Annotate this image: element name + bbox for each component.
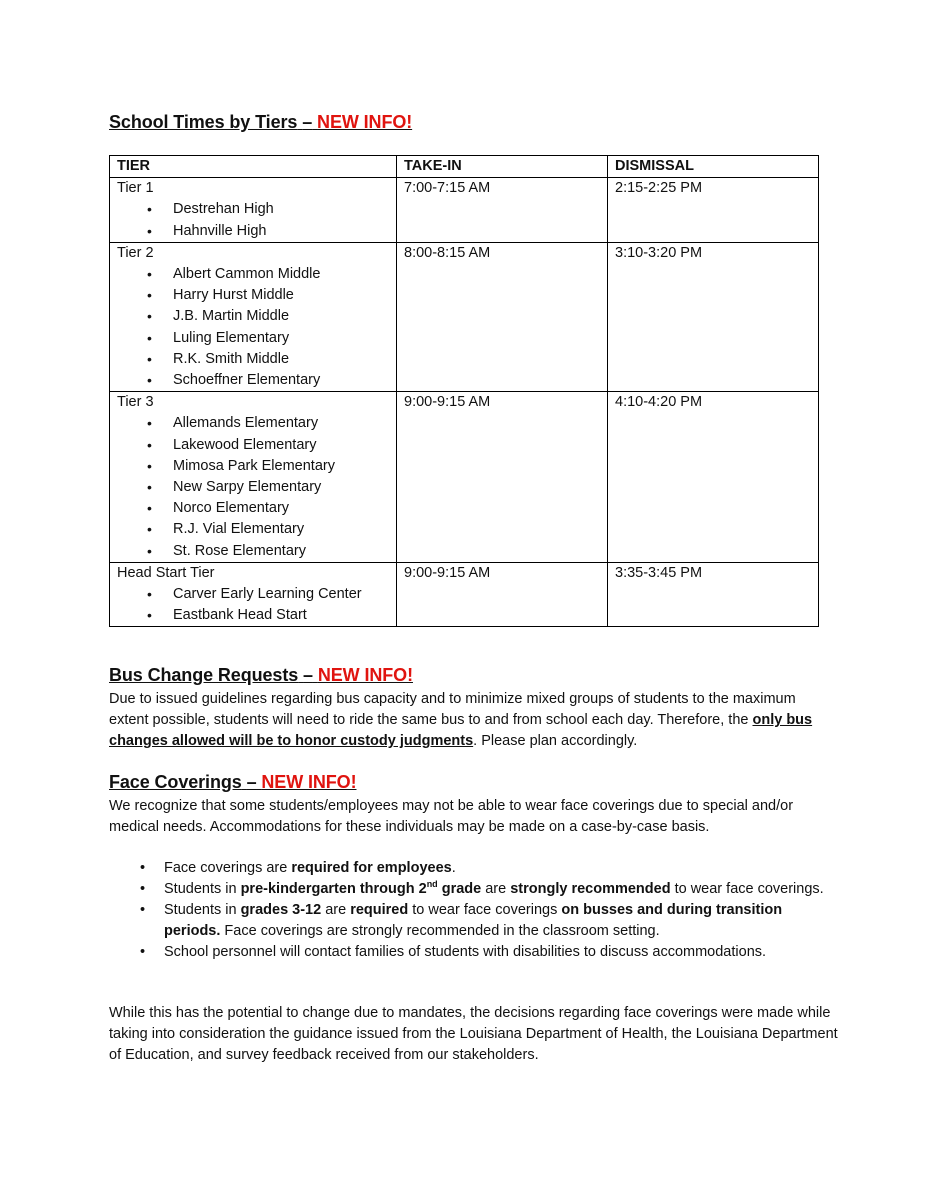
face-heading-title: Face Coverings [109,772,242,792]
bullet-text: are [321,902,351,918]
bullet-text: are [481,881,511,897]
school-item: • Harry Hurst Middle [117,285,396,306]
bullet-text: Students in [164,881,241,897]
bus-heading-dash: – [303,665,313,685]
bullet-text: to wear face coverings [408,902,562,918]
tiers-heading [109,112,412,133]
school-item: • Albert Cammon Middle [117,264,396,285]
take-in-cell: 9:00-9:15 AM [397,562,608,627]
bullet-bold: pre-kindergarten through 2 [240,881,427,897]
take-in-cell: 8:00-8:15 AM [397,242,608,391]
school-item: • New Sarpy Elementary [117,477,396,498]
bullet-bold: grade [437,881,482,897]
tier-cell [110,392,397,563]
table-row [110,562,819,627]
tier-name: Tier 3 [117,394,154,411]
school-item: • Allemands Elementary [117,413,396,434]
face-new-info: NEW INFO! [261,772,357,792]
face-heading-dash: – [246,772,257,792]
school-item: • R.J. Vial Elementary [117,519,396,540]
face-heading [109,772,356,793]
bullet-bold: on busses and during transition periods. [164,902,783,939]
tiers-heading-dash: – [302,112,313,132]
dismissal-cell: 3:10-3:20 PM [608,242,819,391]
school-item: • Luling Elementary [117,328,396,349]
tier-name: Tier 1 [117,180,154,197]
bullet-bold: grades 3-12 [240,902,322,918]
school-item: • Carver Early Learning Center [117,584,396,605]
bullet-text: . [451,860,456,876]
bullet-bold: required [350,902,409,918]
table-row [110,392,819,563]
school-item: • Schoeffner Elementary [117,370,396,391]
school-item: • Norco Elementary [117,498,396,519]
list-item [109,879,839,900]
closing-paragraph: While this has the potential to change due to mandates, the decisions regarding face coverings were made while taking into consideration the guidance issued from the Louisiana Department of Health, the Louisiana Department of Education, and survey feedback received from our stakeholders. [109,1005,838,1063]
school-item: • Destrehan High [117,199,396,220]
school-list [117,413,396,561]
bus-heading [109,665,413,686]
face-intro-paragraph: We recognize that some students/employees may not be able to wear face coverings due to special and/or medical needs. Accommodations for these individuals may be made on a case-by-case basis. [109,798,794,835]
tier-cell [110,562,397,627]
tier-name: Tier 2 [117,244,154,261]
tier-name: Head Start Tier [117,564,215,581]
bullet-text: to wear face coverings. [670,881,824,897]
school-item: • R.K. Smith Middle [117,349,396,370]
column-header-dismissal: DISMISSAL [608,156,819,178]
dismissal-cell: 3:35-3:45 PM [608,562,819,627]
school-item: • J.B. Martin Middle [117,306,396,327]
bullet-bold: strongly recommended [510,881,671,897]
bus-emphasis: only bus changes allowed will be to honor custody judgments [109,712,813,749]
take-in-cell: 9:00-9:15 AM [397,392,608,563]
bus-body-text: Due to issued guidelines regarding bus capacity and to minimize mixed groups of students to the maximum extent possible, students will need to ride the same bus to and from school each day. Therefore, the [109,691,796,728]
school-list [117,199,396,241]
dismissal-cell: 4:10-4:20 PM [608,392,819,563]
take-in-cell: 7:00-7:15 AM [397,178,608,243]
bullet-text: Face coverings are [164,860,292,876]
tier-cell [110,242,397,391]
school-item: • Eastbank Head Start [117,605,396,626]
column-header-tier: TIER [110,156,397,178]
bus-change-paragraph [109,689,839,752]
bus-heading-title: Bus Change Requests [109,665,299,685]
bullet-superscript: nd [426,879,438,890]
bullet-text: Face coverings are strongly recommended in the classroom setting. [220,923,660,939]
school-item: • Lakewood Elementary [117,435,396,456]
tier-cell [110,178,397,243]
school-times-table [109,155,819,627]
school-list [117,264,396,391]
list-item [109,900,839,942]
bullet-text: Students in [164,902,241,918]
school-item: • Mimosa Park Elementary [117,456,396,477]
table-header-row [110,156,819,178]
tiers-heading-title: School Times by Tiers [109,112,298,132]
dismissal-cell: 2:15-2:25 PM [608,178,819,243]
list-item [109,858,839,879]
table-row [110,242,819,391]
table-row [110,178,819,243]
column-header-take-in: TAKE-IN [397,156,608,178]
bus-body-text-end: . Please plan accordingly. [473,733,638,749]
school-item: • St. Rose Elementary [117,541,396,562]
school-item: • Hahnville High [117,221,396,242]
bullet-bold: required for employees [291,860,452,876]
school-list [117,584,396,626]
face-coverings-list [109,858,839,963]
tiers-new-info: NEW INFO! [317,112,413,132]
list-item: • School personnel will contact families of students with disabilities to discuss accommodations. [109,942,839,963]
bus-new-info: NEW INFO! [317,665,413,685]
